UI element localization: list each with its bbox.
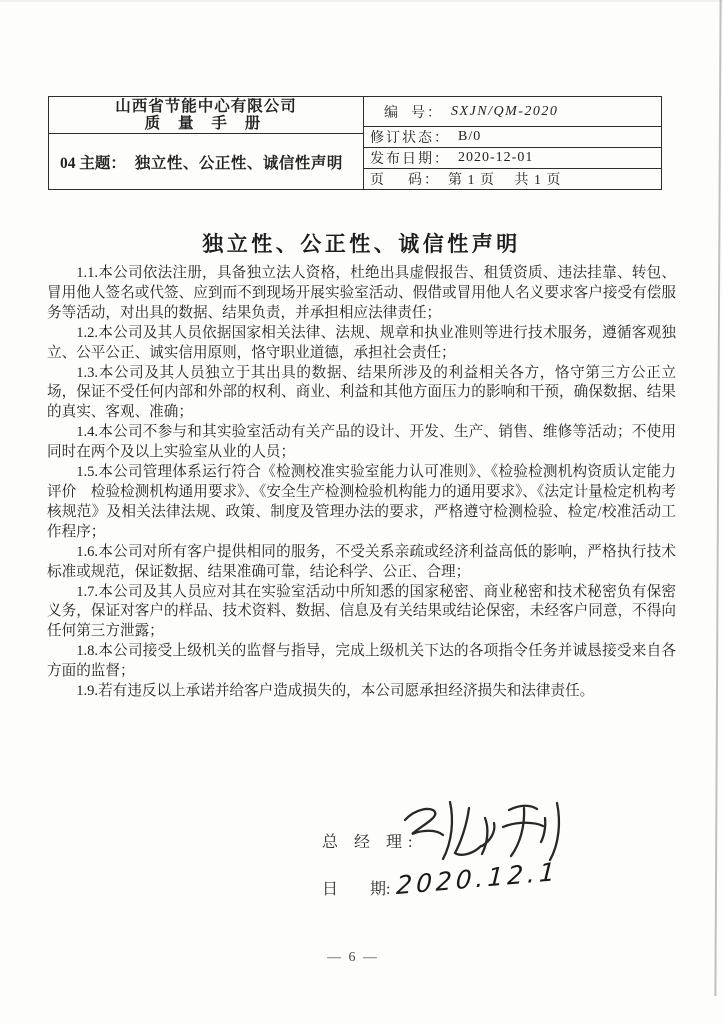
clause-1-3: 1.3.本公司及其人员独立于其出具的数据、结果所涉及的利益相关各方，恪守第三方公正立场，保证不受任何内部和外部的权利、商业、利益和其他方面压力的影响和干预，确保数据、结果的真实、客观、准确； [47,364,676,421]
date-label: 日 期: [322,881,391,898]
page-title: 独立性、公正性、诚信性声明 [202,232,521,256]
clause-1-7: 1.7.本公司及其人员应对其在实验室活动中所知悉的国家秘密、商业秘密和技术秘密负有保密义务，保证对客户的样品、技术资料、数据、信息及有关结果或结论保密，未经客户同意，不得向任何第三方泄露； [47,583,676,640]
page-code-value: 第 1 页 共 1 页 [448,173,562,188]
subject-text: 独立性、公正性、诚信性声明 [134,154,343,172]
page-code-cell [364,168,661,189]
header-left-column [49,97,364,189]
doc-number-value: SXJN/QM-2020 [451,103,559,119]
revision-label: 修订状态： [370,131,450,146]
page-code-label: 页 码： [370,173,440,188]
scan-artifact-right-edge [714,0,721,996]
subject-cell [49,134,363,189]
issue-date-value: 2020-12-01 [458,150,534,165]
clause-1-2: 1.2.本公司及其人员依据国家相关法律、法规、规章和执业准则等进行技术服务，遵循客观独立、公平公正、诚实信用原则，恪守职业道德，承担社会责任； [47,324,676,361]
revision-cell [364,126,661,147]
issue-date-cell [364,147,661,168]
header-right-column [364,97,661,189]
clause-1-9: 1.9.若有违反以上承诺并给客户造成损失的，本公司愿承担经济损失和法律责任。 [76,683,595,700]
clause-1-1: 1.1.本公司依法注册，具备独立法人资格，杜绝出具虚假报告、租赁资质、违法挂靠、转包、冒用他人签名或代签、应到而不到现场开展实验室活动、假借或冒用他人名义要求客户接受有偿服务等活动，对出具的数据、结果负责，并承担相应法律责任； [47,265,676,321]
clause-1-8: 1.8.本公司接受上级机关的监督与指导，完成上级机关下达的各项指令任务并诚恳接受来自各方面的监督； [47,643,676,680]
issue-date-label: 发布日期： [370,152,450,167]
subject-label: 04 主题： [60,154,126,172]
manual-title: 质 量 手 册 [144,115,268,132]
date-handwriting: 2020.12.1 [395,856,560,901]
general-manager-label: 总 经 理: [322,834,419,851]
footer-page-number: — 6 — [327,950,379,965]
clause-1-5: 1.5.本公司管理体系运行符合《检测校准实验室能力认可准则》、《检验检测机构资质认定能力评价 检验检测机构通用要求》、《安全生产检测检验机构能力的通用要求》、《法定计量检定机构考核规范》及相关法律法规、政策、制度及管理办法的要求，严格遵守检测检验、检定/校准活动工作程序； [47,464,676,540]
clause-1-4: 1.4.本公司不参与和其实验室活动有关产品的设计、开发、生产、销售、维修等活动；不使用同时在两个及以上实验室从业的人员； [47,424,676,461]
company-name: 山西省节能中心有限公司 [115,98,297,115]
revision-value: B/0 [458,129,482,144]
doc-number-label: 编 号： [384,105,443,121]
document-header-table [48,96,662,190]
scan-artifact-top-edge [0,0,723,2]
company-title-cell [49,97,363,134]
manager-signature-handwriting [393,796,568,866]
doc-number-cell [364,97,661,126]
clause-1-6: 1.6.本公司对所有客户提供相同的服务，不受关系亲疏或经济利益高低的影响，严格执行技术标准或规范，保证数据、结果准确可靠，结论科学、公正、合理； [47,543,676,580]
document-body [47,264,676,702]
